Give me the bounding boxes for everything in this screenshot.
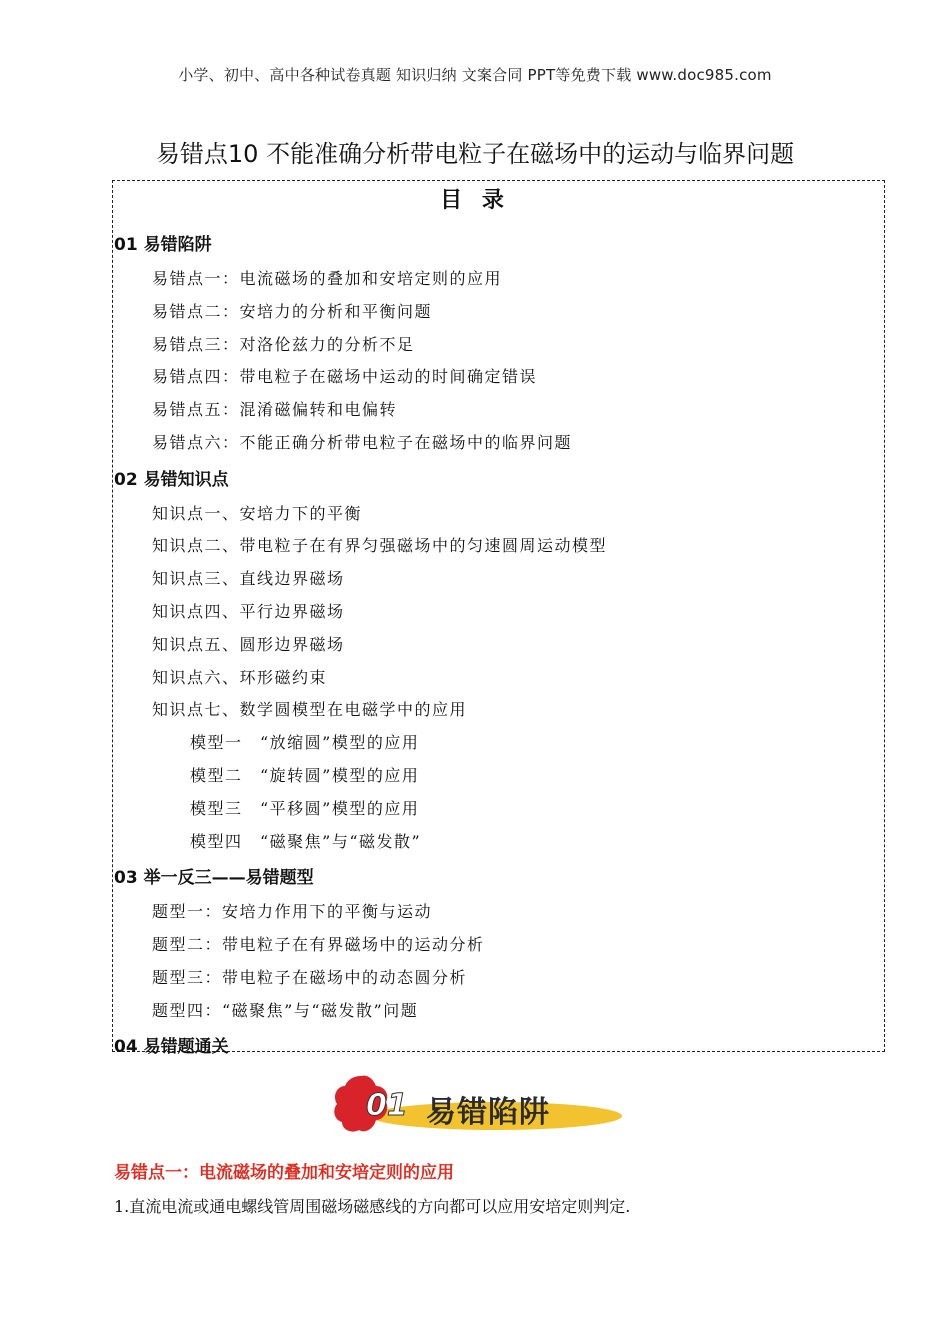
toc-item[interactable]: 易错点六：不能正确分析带电粒子在磁场中的临界问题 <box>152 433 573 452</box>
toc-item[interactable]: 易错点一：电流磁场的叠加和安培定则的应用 <box>152 269 503 288</box>
section-heading: 易错点一：电流磁场的叠加和安培定则的应用 <box>114 1163 454 1183</box>
body-paragraph: 1.直流电流或通电螺线管周围磁场磁感线的方向都可以应用安培定则判定. <box>114 1197 631 1216</box>
banner-text: 易错陷阱 <box>426 1095 550 1130</box>
toc-item[interactable]: 题型四：“磁聚焦”与“磁发散”问题 <box>152 1001 419 1020</box>
toc-section-02[interactable]: 02 易错知识点 <box>114 470 229 490</box>
toc-item[interactable]: 知识点五、圆形边界磁场 <box>152 635 345 654</box>
toc-item[interactable]: 知识点一、安培力下的平衡 <box>152 504 363 523</box>
section-banner <box>330 1074 625 1134</box>
toc-item[interactable]: 知识点二、带电粒子在有界匀强磁场中的匀速圆周运动模型 <box>152 536 608 555</box>
toc-section-03[interactable]: 03 举一反三——易错题型 <box>114 868 314 888</box>
toc-item[interactable]: 易错点四：带电粒子在磁场中运动的时间确定错误 <box>152 367 538 386</box>
toc-item[interactable]: 题型三：带电粒子在磁场中的动态圆分析 <box>152 968 468 987</box>
toc-item[interactable]: 易错点二：安培力的分析和平衡问题 <box>152 302 433 321</box>
toc-subitem[interactable]: 模型三 “平移圆”模型的应用 <box>190 799 420 818</box>
toc-item[interactable]: 易错点三：对洛伦兹力的分析不足 <box>152 335 415 354</box>
toc-item[interactable]: 易错点五：混淆磁偏转和电偏转 <box>152 400 398 419</box>
toc-subitem[interactable]: 模型四 “磁聚焦”与“磁发散” <box>190 832 422 851</box>
toc-subitem[interactable]: 模型二 “旋转圆”模型的应用 <box>190 766 420 785</box>
toc-item[interactable]: 题型二：带电粒子在有界磁场中的运动分析 <box>152 935 485 954</box>
toc-item[interactable]: 题型一：安培力作用下的平衡与运动 <box>152 902 433 921</box>
document-title: 易错点10 不能准确分析带电粒子在磁场中的运动与临界问题 <box>155 140 795 168</box>
toc-section-01[interactable]: 01 易错陷阱 <box>114 235 212 255</box>
toc-item[interactable]: 知识点六、环形磁约束 <box>152 668 328 687</box>
toc-item[interactable]: 知识点七、数学圆模型在电磁学中的应用 <box>152 700 468 719</box>
page-header: 小学、初中、高中各种试卷真题 知识归纳 文案合同 PPT等免费下载 www.doc985.com <box>178 66 772 84</box>
toc-item[interactable]: 知识点四、平行边界磁场 <box>152 602 345 621</box>
banner-number: 01 <box>366 1088 408 1123</box>
toc-heading: 目 录 <box>440 188 510 213</box>
toc-section-04[interactable]: 04 易错题通关 <box>114 1037 229 1057</box>
toc-subitem[interactable]: 模型一 “放缩圆”模型的应用 <box>190 733 420 752</box>
toc-item[interactable]: 知识点三、直线边界磁场 <box>152 569 345 588</box>
